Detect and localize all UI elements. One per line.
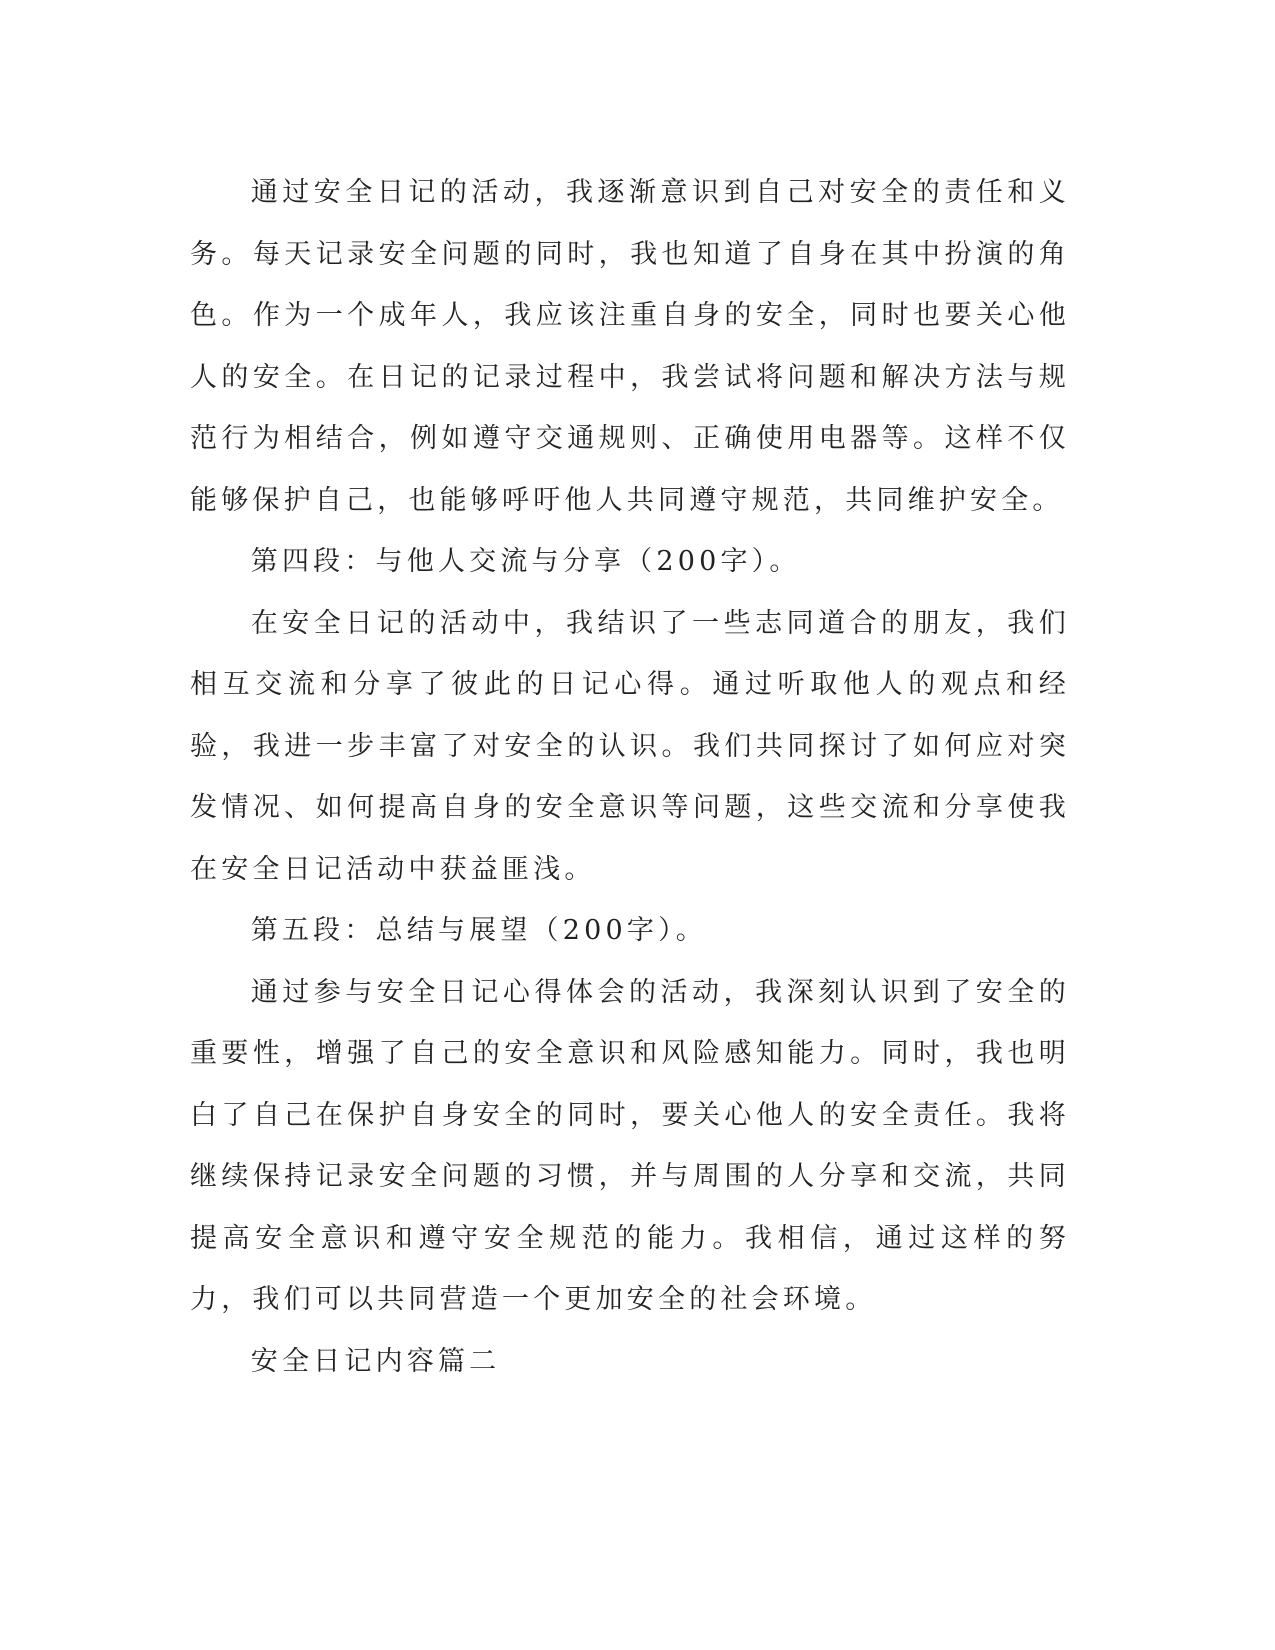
heading-section-five: 第五段：总结与展望（200字）。 [250,915,707,946]
paragraph-summary: 通过参与安全日记心得体会的活动，我深刻认识到了安全的重要性，增强了自己的安全意识和风险感知能力。同时，我也明白了自己在保护自身安全的同时，要关心他人的安全责任。我将继续保持记录安全问题的习惯，并与周围的人分享和交流，共同提高安全意识和遵守安全规范的能力。我相信，通过这样的努力，我们可以共同营造一个更加安全的社会环境。 [190,976,1070,1315]
document-body [190,162,1070,1392]
paragraph-responsibility: 通过安全日记的活动，我逐渐意识到自己对安全的责任和义务。每天记录安全问题的同时，我也知道了自身在其中扮演的角色。作为一个成年人，我应该注重自身的安全，同时也要关心他人的安全。在日记的记录过程中，我尝试将问题和解决方法与规范行为相结合，例如遵守交通规则、正确使用电器等。这样不仅能够保护自己，也能够呼吁他人共同遵守规范，共同维护安全。 [190,177,1070,516]
heading-section-four: 第四段：与他人交流与分享（200字）。 [250,546,801,577]
paragraph-sharing: 在安全日记的活动中，我结识了一些志同道合的朋友，我们相互交流和分享了彼此的日记心得。通过听取他人的观点和经验，我进一步丰富了对安全的认识。我们共同探讨了如何应对突发情况、如何提高自身的安全意识等问题，这些交流和分享使我在安全日记活动中获益匪浅。 [190,607,1070,885]
heading-article-two: 安全日记内容篇二 [250,1345,501,1377]
